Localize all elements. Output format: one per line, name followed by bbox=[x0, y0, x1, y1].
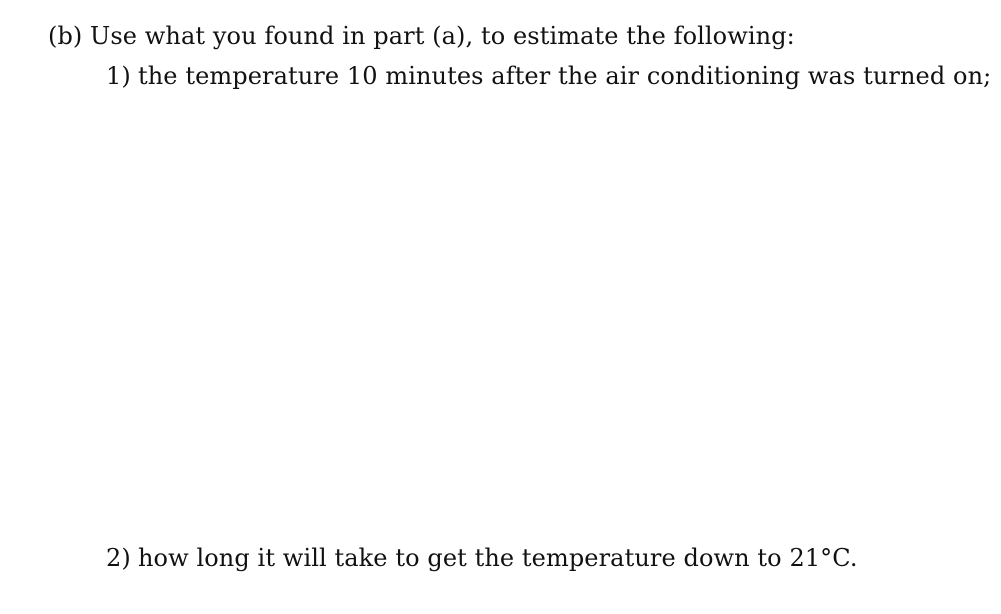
subquestion-text: how long it will take to get the temperature down to 21°C. bbox=[138, 544, 858, 572]
part-label: (b) bbox=[48, 22, 83, 50]
subquestion-text: the temperature 10 minutes after the air conditioning was turned on; bbox=[138, 62, 992, 90]
subquestion-number: 1) bbox=[106, 62, 131, 90]
question-part-b bbox=[48, 22, 795, 50]
subquestion-1 bbox=[106, 62, 991, 90]
subquestion-2 bbox=[106, 544, 858, 572]
subquestion-number: 2) bbox=[106, 544, 131, 572]
part-instruction: Use what you found in part (a), to estimate the following: bbox=[90, 22, 795, 50]
